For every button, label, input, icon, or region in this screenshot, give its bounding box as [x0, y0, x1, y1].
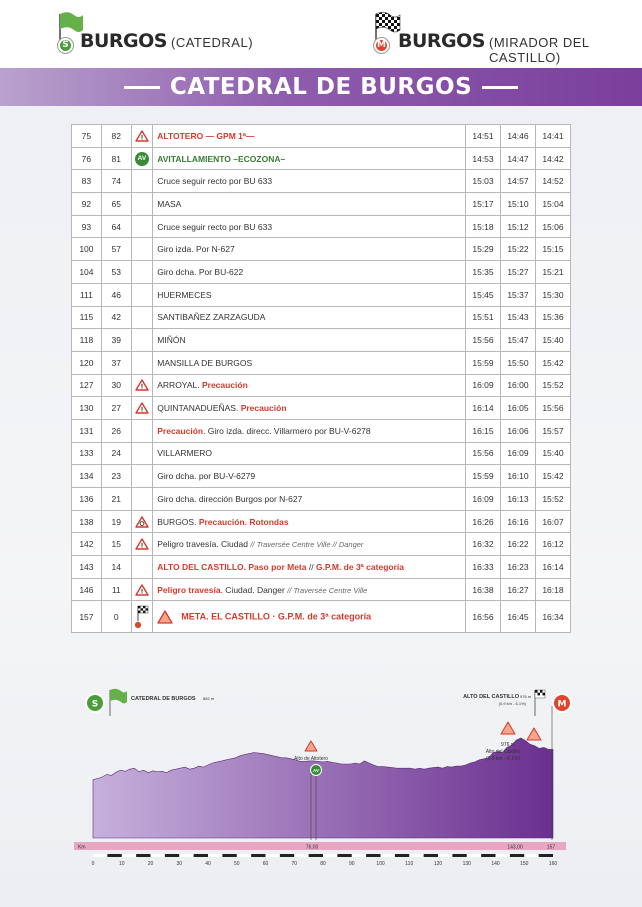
time-mid: 16:06 [500, 419, 535, 442]
route-table [71, 124, 571, 633]
time-mid: 16:00 [500, 374, 535, 397]
km-remaining: 37 [101, 351, 131, 374]
axis-tick-segment [438, 854, 452, 857]
time-fast: 14:51 [466, 125, 501, 148]
description-part: META. EL CASTILLO · G.P.M. de 3ª categoría [181, 611, 372, 622]
description-part: MASA [157, 198, 182, 209]
row-icon-cell [131, 419, 153, 442]
km-covered: 92 [72, 193, 102, 216]
km-remaining: 30 [101, 374, 131, 397]
time-mid: 16:45 [500, 601, 535, 633]
route-row [72, 170, 571, 193]
row-description [153, 283, 466, 306]
svg-text:!: ! [140, 134, 144, 142]
description-part: Giro izda. Por N-627 [157, 244, 235, 255]
axis-tick-label: 30 [176, 861, 183, 867]
time-mid: 15:27 [500, 261, 535, 284]
route-table-body [72, 125, 571, 633]
description-part: AVITALLAMIENTO –ECOZONA– [157, 153, 286, 164]
km-covered: 157 [72, 601, 102, 633]
time-fast: 16:38 [466, 578, 501, 601]
warning-icon [135, 584, 149, 596]
banner-dash-right [482, 86, 518, 89]
axis-tick-label: 140 [491, 861, 500, 867]
time-slow: 15:52 [535, 374, 570, 397]
axis-tick-segment [93, 854, 107, 857]
route-row [72, 510, 571, 533]
feed-zone-icon: AV [135, 152, 149, 166]
time-slow: 15:42 [535, 465, 570, 488]
time-mid: 15:50 [500, 351, 535, 374]
row-description [153, 601, 466, 633]
start-location [80, 30, 253, 52]
time-slow: 15:06 [535, 215, 570, 238]
finish-city: BURGOS [398, 30, 485, 52]
axis-tick-label: 130 [462, 861, 471, 867]
description-part: Precaución [201, 380, 248, 391]
time-fast: 16:15 [466, 419, 501, 442]
km-remaining: 24 [101, 442, 131, 465]
profile-finish-flag-check [540, 690, 543, 693]
km-remaining: 81 [101, 147, 131, 170]
climb2-sub: (0,9 km - 6,1%) [485, 756, 521, 762]
description-part: Cruce seguir recto por BU 633 [157, 221, 273, 232]
axis-tick-label: 70 [291, 861, 298, 867]
profile-finish-flag-check [538, 693, 541, 696]
warning-icon [135, 130, 149, 142]
axis-tick-segment [237, 854, 251, 857]
route-row [72, 442, 571, 465]
km-covered: 130 [72, 397, 102, 420]
route-row [72, 193, 571, 216]
time-slow: 14:52 [535, 170, 570, 193]
time-slow: 15:15 [535, 238, 570, 261]
km-covered: 131 [72, 419, 102, 442]
route-row [72, 261, 571, 284]
row-description [153, 125, 466, 148]
time-slow: 15:57 [535, 419, 570, 442]
time-mid: 15:10 [500, 193, 535, 216]
profile-av-label: AV [313, 768, 319, 773]
km-remaining: 65 [101, 193, 131, 216]
axis-tick-label: 120 [433, 861, 443, 867]
axis-tick-segment [122, 854, 136, 857]
km-bar-r1: 143,00 [507, 844, 523, 851]
profile-finish-badge-text: M [557, 699, 567, 710]
route-row [72, 147, 571, 170]
axis-tick-segment [151, 854, 165, 857]
time-mid: 15:47 [500, 329, 535, 352]
time-slow: 15:42 [535, 351, 570, 374]
climb-label-altotero: Alto de Altotero [294, 756, 328, 762]
time-fast: 15:35 [466, 261, 501, 284]
route-row [72, 238, 571, 261]
time-fast: 16:14 [466, 397, 501, 420]
row-icon-cell [131, 374, 153, 397]
row-description [153, 374, 466, 397]
row-description [153, 556, 466, 579]
finish-sub: (MIRADOR DEL CASTILLO) [488, 35, 590, 65]
km-remaining: 42 [101, 306, 131, 329]
axis-tick-label: 60 [262, 861, 269, 867]
axis-tick-segment [524, 854, 538, 857]
km-remaining: 21 [101, 488, 131, 511]
row-description [153, 351, 466, 374]
time-mid: 16:27 [500, 578, 535, 601]
km-remaining: 82 [101, 125, 131, 148]
route-row [72, 601, 571, 633]
km-covered: 100 [72, 238, 102, 261]
km-covered: 146 [72, 578, 102, 601]
row-icon-cell [131, 488, 153, 511]
warning-icon [135, 538, 149, 550]
row-icon-cell [131, 170, 153, 193]
time-fast: 15:29 [466, 238, 501, 261]
svg-text:!: ! [140, 588, 144, 596]
row-icon-cell [131, 510, 153, 533]
km-remaining: 26 [101, 419, 131, 442]
time-mid: 15:12 [500, 215, 535, 238]
row-description [153, 510, 466, 533]
axis-tick-label: 160 [548, 861, 558, 867]
km-bar-mid: 76,00 [305, 844, 319, 851]
route-row [72, 397, 571, 420]
banner-title: CATEDRAL DE BURGOS [169, 74, 473, 100]
route-row [72, 374, 571, 397]
description-part: // Traversée Centre Ville // Danger [250, 540, 364, 550]
time-mid: 14:57 [500, 170, 535, 193]
description-part: SANTIBAÑEZ ZARZAGUDA [157, 312, 266, 323]
row-description [153, 215, 466, 238]
axis-tick-label: 40 [205, 861, 211, 867]
start-sub: (CATEDRAL) [170, 35, 254, 50]
km-remaining: 23 [101, 465, 131, 488]
profile-start-flag-icon [110, 689, 127, 704]
route-row [72, 306, 571, 329]
time-fast: 14:53 [466, 147, 501, 170]
km-covered: 83 [72, 170, 102, 193]
row-description [153, 578, 466, 601]
km-remaining: 27 [101, 397, 131, 420]
km-remaining: 19 [101, 510, 131, 533]
time-slow: 15:56 [535, 397, 570, 420]
description-part: Peligro travesía. Ciudad [157, 539, 251, 550]
finish-badge: M [374, 38, 389, 53]
time-fast: 16:32 [466, 533, 501, 556]
climb2-alt: 976 m [501, 742, 515, 748]
time-fast: 15:59 [466, 351, 501, 374]
time-fast: 16:56 [466, 601, 501, 633]
axis-tick-label: 50 [233, 861, 240, 867]
row-icon-cell [131, 283, 153, 306]
time-fast: 15:56 [466, 442, 501, 465]
row-description [153, 261, 466, 284]
time-slow: 15:21 [535, 261, 570, 284]
description-part: // Traversée Centre Ville [287, 585, 368, 595]
row-description [153, 193, 466, 216]
axis-tick-label: 90 [348, 861, 355, 867]
description-part: // [308, 561, 316, 572]
climb-icon-castillo [501, 722, 515, 734]
elevation-profile [0, 676, 642, 907]
profile-start-badge-text: S [91, 699, 99, 710]
time-slow: 15:04 [535, 193, 570, 216]
km-covered: 111 [72, 283, 102, 306]
row-icon-cell [131, 261, 153, 284]
row-icon-cell [131, 556, 153, 579]
row-icon-cell [131, 578, 153, 601]
axis-tick-segment [323, 854, 337, 857]
time-mid: 14:47 [500, 147, 535, 170]
km-covered: 93 [72, 215, 102, 238]
time-mid: 15:22 [500, 238, 535, 261]
axis-tick-label: 80 [320, 861, 326, 867]
description-part: Precaución [157, 425, 204, 436]
axis-tick-label: 110 [405, 861, 414, 867]
time-slow: 16:07 [535, 510, 570, 533]
description-part: MANSILLA DE BURGOS [157, 357, 253, 368]
route-row [72, 283, 571, 306]
description-part: Precaución [240, 403, 287, 414]
row-icon-cell [131, 147, 153, 170]
description-part: . Ciudad. Danger [220, 584, 288, 595]
route-row [72, 329, 571, 352]
row-description [153, 465, 466, 488]
time-slow: 14:41 [535, 125, 570, 148]
axis-tick-label: 0 [91, 861, 95, 867]
description-part: ALTO DEL CASTILLO. Paso por Meta [157, 561, 309, 572]
time-fast: 15:56 [466, 329, 501, 352]
time-fast: 16:09 [466, 374, 501, 397]
time-fast: 16:26 [466, 510, 501, 533]
km-bar-r2: 157 [546, 844, 556, 851]
km-covered: 133 [72, 442, 102, 465]
row-icon-cell [131, 215, 153, 238]
profile-finish-sub: (0,9 km - 6,1%) [498, 701, 526, 706]
row-icon-cell [131, 238, 153, 261]
time-slow: 16:14 [535, 556, 570, 579]
row-description [153, 488, 466, 511]
svg-text:!: ! [140, 406, 144, 414]
time-mid: 16:10 [500, 465, 535, 488]
axis-tick-label: 20 [147, 861, 154, 867]
time-mid: 16:23 [500, 556, 535, 579]
route-row [72, 125, 571, 148]
time-fast: 15:18 [466, 215, 501, 238]
km-bar [74, 842, 566, 850]
row-description [153, 306, 466, 329]
time-fast: 15:59 [466, 465, 501, 488]
profile-area [93, 738, 553, 838]
description-part: Giro dcha. Por BU-622 [157, 266, 244, 277]
description-part: Giro dcha. por BU-V-6279 [157, 471, 256, 482]
climb-icon-altotero [305, 741, 317, 751]
description-part: Cruce seguir recto por BU 633 [157, 176, 273, 187]
time-mid: 16:16 [500, 510, 535, 533]
row-icon-cell [131, 465, 153, 488]
time-fast: 15:03 [466, 170, 501, 193]
description-part: G.P.M. de 3ª categoría [315, 561, 404, 572]
time-mid: 16:09 [500, 442, 535, 465]
time-mid: 14:46 [500, 125, 535, 148]
row-description [153, 170, 466, 193]
km-covered: 143 [72, 556, 102, 579]
axis-tick-label: 150 [520, 861, 529, 867]
description-part: Precaución. Rotondas [198, 516, 289, 527]
km-covered: 75 [72, 125, 102, 148]
time-mid: 15:37 [500, 283, 535, 306]
profile-start-label: CATEDRAL DE BURGOS [131, 696, 196, 702]
axis-tick-segment [467, 854, 481, 857]
time-slow: 14:42 [535, 147, 570, 170]
axis-tick-segment [381, 854, 395, 857]
km-covered: 104 [72, 261, 102, 284]
axis-tick-segment [294, 854, 308, 857]
banner-dash-left [124, 86, 160, 89]
description-part: MIÑÓN [157, 335, 186, 346]
row-icon-cell [131, 125, 153, 148]
axis-tick-label: 10 [118, 861, 125, 867]
km-remaining: 0 [101, 601, 131, 633]
route-row [72, 215, 571, 238]
km-bar-left: Km [78, 844, 86, 851]
description-part: Giro dcha. dirección Burgos por N-627 [157, 493, 303, 504]
axis-tick-label: 100 [376, 861, 385, 867]
row-description [153, 147, 466, 170]
km-remaining: 53 [101, 261, 131, 284]
row-icon-cell [131, 397, 153, 420]
warning-icon [135, 379, 149, 391]
description-part: HUERMECES [157, 289, 212, 300]
km-remaining: 11 [101, 578, 131, 601]
description-part: QUINTANADUEÑAS. [157, 403, 241, 414]
axis-tick-segment [208, 854, 222, 857]
km-remaining: 64 [101, 215, 131, 238]
time-slow: 16:34 [535, 601, 570, 633]
row-description [153, 533, 466, 556]
row-icon-cell [131, 306, 153, 329]
time-fast: 15:45 [466, 283, 501, 306]
time-slow: 15:40 [535, 442, 570, 465]
finish-location [398, 30, 642, 65]
row-icon-cell [131, 442, 153, 465]
warning-icon [135, 402, 149, 414]
description-part: Peligro travesía [157, 584, 221, 595]
time-slow: 16:18 [535, 578, 570, 601]
km-remaining: 14 [101, 556, 131, 579]
axis-tick-segment [409, 854, 423, 857]
climb-icon-castillo-2 [527, 728, 541, 740]
row-description [153, 442, 466, 465]
start-badge: S [58, 38, 73, 53]
finish-flag-icon [133, 604, 151, 630]
row-description [153, 329, 466, 352]
km-covered: 120 [72, 351, 102, 374]
time-fast: 15:51 [466, 306, 501, 329]
axis-tick-segment [496, 854, 510, 857]
time-fast: 16:09 [466, 488, 501, 511]
time-slow: 16:12 [535, 533, 570, 556]
row-icon-cell [131, 329, 153, 352]
row-icon-cell [131, 601, 153, 633]
time-mid: 16:13 [500, 488, 535, 511]
svg-text:!: ! [140, 383, 144, 391]
time-slow: 15:52 [535, 488, 570, 511]
profile-finish-flag-check [543, 693, 546, 696]
row-description [153, 397, 466, 420]
description-part: VILLARMERO [157, 448, 213, 459]
km-remaining: 74 [101, 170, 131, 193]
km-remaining: 46 [101, 283, 131, 306]
km-covered: 115 [72, 306, 102, 329]
row-description [153, 238, 466, 261]
km-remaining: 15 [101, 533, 131, 556]
route-row [72, 419, 571, 442]
profile-finish-flag-check [535, 690, 538, 693]
time-mid: 16:05 [500, 397, 535, 420]
time-slow: 15:40 [535, 329, 570, 352]
description-part: ALTOTERO — GPM 1ª— [157, 130, 255, 141]
description-part: ARROYAL. [157, 380, 202, 391]
climb2-label: Alto del Castillo [485, 749, 521, 755]
row-icon-cell [131, 193, 153, 216]
time-mid: 15:43 [500, 306, 535, 329]
profile-start-alt: 882 m [203, 696, 215, 701]
profile-finish-alt: 976 m [520, 694, 532, 699]
km-covered: 136 [72, 488, 102, 511]
profile-finish-label: ALTO DEL CASTILLO [463, 694, 519, 700]
axis-tick-segment [352, 854, 366, 857]
route-row [72, 578, 571, 601]
row-icon-cell [131, 351, 153, 374]
km-remaining: 57 [101, 238, 131, 261]
route-row [72, 533, 571, 556]
header [0, 0, 642, 68]
km-covered: 142 [72, 533, 102, 556]
description-part: BURGOS. [157, 516, 199, 527]
km-covered: 134 [72, 465, 102, 488]
km-covered: 138 [72, 510, 102, 533]
axis-tick-segment [266, 854, 280, 857]
svg-text:!: ! [140, 542, 144, 550]
route-row [72, 488, 571, 511]
route-row [72, 351, 571, 374]
km-remaining: 39 [101, 329, 131, 352]
km-covered: 118 [72, 329, 102, 352]
time-fast: 16:33 [466, 556, 501, 579]
route-row [72, 556, 571, 579]
time-fast: 15:17 [466, 193, 501, 216]
description-part: . Giro izda. direcc. Villarmero por BU-V-6278 [203, 425, 371, 436]
time-slow: 15:36 [535, 306, 570, 329]
mountain-climb-icon [157, 610, 173, 624]
roundabout-warning-icon [135, 516, 149, 528]
time-slow: 15:30 [535, 283, 570, 306]
start-city: BURGOS [80, 30, 167, 52]
km-covered: 76 [72, 147, 102, 170]
row-description [153, 419, 466, 442]
stage-banner [0, 68, 642, 106]
route-row [72, 465, 571, 488]
time-mid: 16:22 [500, 533, 535, 556]
km-covered: 127 [72, 374, 102, 397]
row-icon-cell [131, 533, 153, 556]
axis-tick-segment [179, 854, 193, 857]
